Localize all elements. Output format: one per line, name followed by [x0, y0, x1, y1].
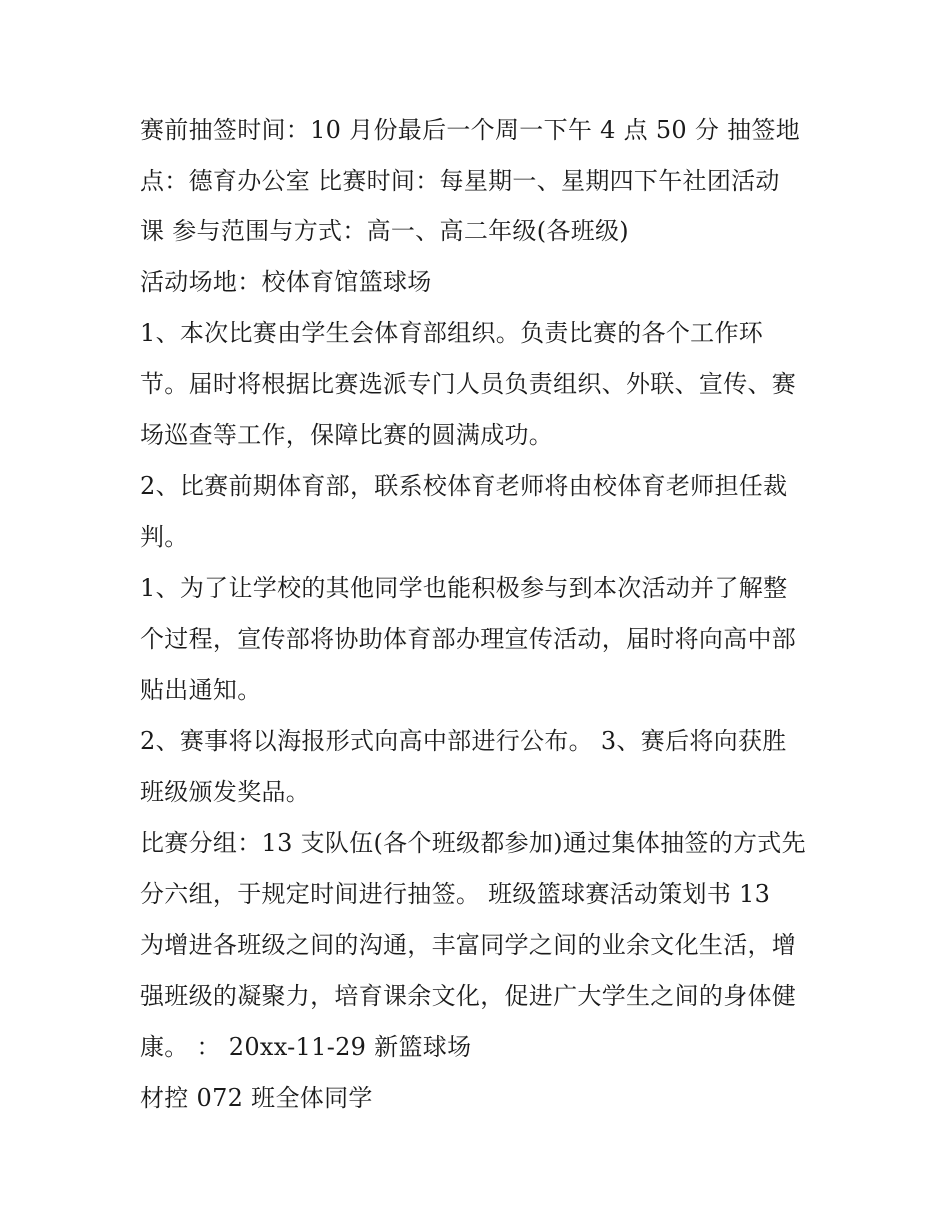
text-line: 班级颁发奖品。	[140, 778, 311, 806]
text-line: 节。届时将根据比赛选派专门人员负责组织、外联、宣传、赛	[140, 370, 797, 398]
text-line: 康。 ： 20xx-11-29 新篮球场	[140, 1033, 472, 1061]
text-line: 判。	[140, 523, 189, 551]
text-line: 强班级的凝聚力，培育课余文化，促进广大学生之间的身体健	[140, 982, 797, 1010]
text-line: 材控 072 班全体同学	[140, 1084, 373, 1112]
text-line: 点：德育办公室 比赛时间：每星期一、星期四下午社团活动	[140, 167, 780, 195]
text-line: 比赛分组：13 支队伍(各个班级都参加)通过集体抽签的方式先	[140, 829, 806, 857]
text-line: 2、赛事将以海报形式向高中部进行公布。 3、赛后将向获胜	[140, 727, 787, 755]
text-line: 个过程，宣传部将协助体育部办理宣传活动，届时将向高中部	[140, 625, 797, 653]
text-line: 2、比赛前期体育部，联系校体育老师将由校体育老师担任裁	[140, 472, 788, 500]
text-line: 为增进各班级之间的沟通，丰富同学之间的业余文化生活，增	[140, 931, 797, 959]
text-line: 1、为了让学校的其他同学也能积极参与到本次活动并了解整	[140, 574, 788, 602]
text-line: 赛前抽签时间：10 月份最后一个周一下午 4 点 50 分 抽签地	[140, 116, 801, 144]
text-line: 贴出通知。	[140, 676, 262, 704]
text-line: 分六组，于规定时间进行抽签。 班级篮球赛活动策划书 13	[140, 880, 771, 908]
text-line: 1、本次比赛由学生会体育部组织。负责比赛的各个工作环	[140, 319, 764, 347]
text-line: 活动场地：校体育馆篮球场	[140, 268, 432, 296]
text-line: 课 参与范围与方式：高一、高二年级(各班级)	[140, 217, 629, 245]
text-line: 场巡查等工作，保障比赛的圆满成功。	[140, 421, 554, 449]
